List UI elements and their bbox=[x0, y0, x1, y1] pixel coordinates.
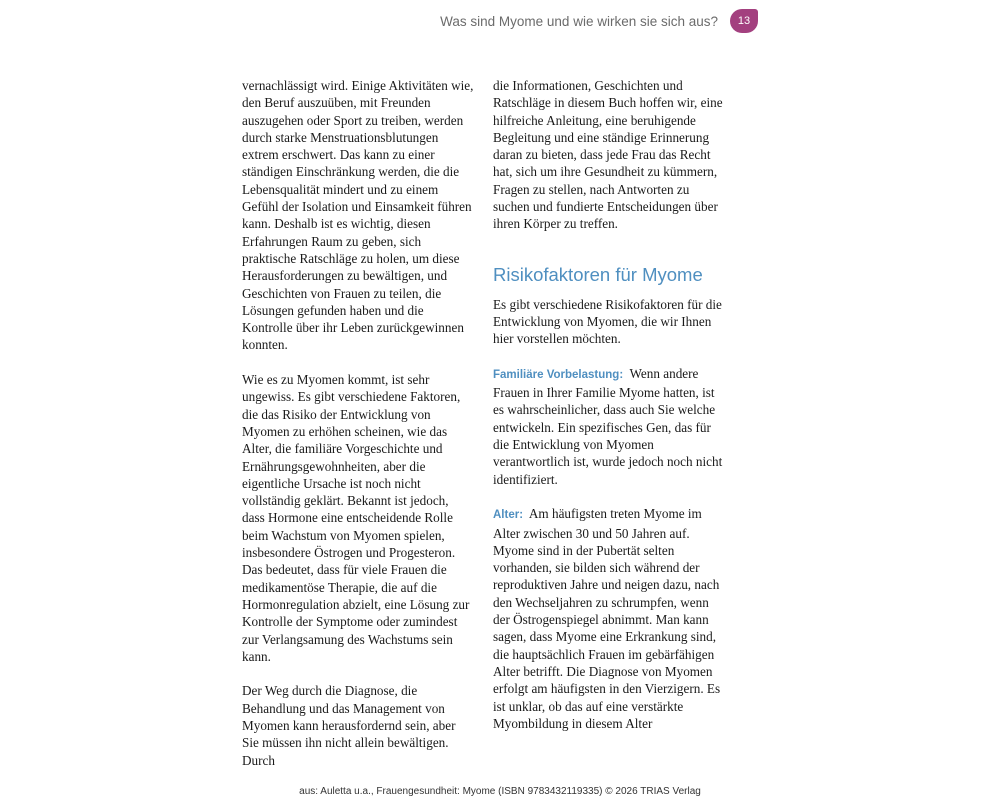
left-column bbox=[242, 77, 474, 769]
running-header bbox=[440, 10, 758, 32]
section-heading: Risikofaktoren für Myome bbox=[493, 263, 703, 285]
risk-factor-term: Familiäre Vorbelastung: bbox=[493, 368, 624, 381]
right-column bbox=[493, 77, 725, 732]
risk-factor-paragraph bbox=[493, 365, 725, 488]
risk-factor-text: Am häufigsten treten Myome im Alter zwischen 30 und 50 Jahren auf. Myome sind in der Pubertät selten vorhanden, sie bilden sich während der reproduktiven Jahre und neigen dazu, nach den Wechseljahren zu schrumpfen, wenn der Östrogenspiegel abnimmt. Man kann sagen, dass Myome eine Erkrankung sind, die hauptsächlich Frauen im gebärfähigen Alter betrifft. Die Diagnose von Myomen erfolgt am häufigsten in den Vierzigern. Es ist unklar, ob das auf eine verstärkte Myombildung in diesem Alter bbox=[493, 506, 721, 731]
risk-factor-term: Alter: bbox=[493, 509, 524, 522]
page-number-badge: 13 bbox=[730, 9, 758, 33]
risk-factor-text: Wenn andere Frauen in Ihrer Familie Myome hatten, ist es wahrscheinlicher, dass auch Sie welche entwickeln. Ein spezifisches Gen, das für die Entwicklung von Myomen verantwortlich ist, wurde jedoch noch nicht identifiziert. bbox=[493, 365, 723, 487]
body-paragraph: Der Weg durch die Diagnose, die Behandlung und das Management von Myomen kann herausfordernd sein, aber Sie müssen ihn nicht allein bewältigen. Durch bbox=[242, 683, 456, 768]
body-paragraph: Wie es zu Myomen kommt, ist sehr ungewiss. Es gibt verschiedene Faktoren, die das Risiko der Entwicklung von Myomen zu erhöhen scheinen, wie das Alter, die familiäre Vorgeschichte und Ernährungsgewohnheiten, aber die eigentliche Ursache ist noch nicht vollständig geklärt. Bekannt ist jedoch, dass Hormone eine entscheidende Rolle beim Wachstum von Myomen spielen, insbesondere Östrogen und Progesteron. Das bedeutet, dass für viele Frauen die medikamentöse Therapie, die auf die Hormonregulation abzielt, eine Lösung zur Kontrolle der Symptome oder zumindest zur Verlangsamung des Wachstums sein kann. bbox=[242, 372, 470, 664]
body-paragraph: vernachlässigt wird. Einige Aktivitäten wie, den Beruf auszuüben, mit Freunden auszugehen oder Sport zu treiben, werden durch starke Menstruationsblutungen extrem erschwert. Das kann zu einer ständigen Einschränkung werden, die die Lebensqualität mindert und zu einem Gefühl der Isolation und Einsamkeit führen kann. Deshalb ist es wichtig, diesen Erfahrungen Raum zu geben, sich praktische Ratschläge zu holen, um diese Herausforderungen zu bewältigen, und Geschichten von Frauen zu teilen, die Lösungen gefunden haben und die Kontrolle über ihr Leben zurückgewinnen konnten. bbox=[242, 78, 474, 353]
citation-footer: aus: Auletta u.a., Frauengesundheit: Myome (ISBN 9783432119335) © 2026 TRIAS Verlag bbox=[299, 786, 701, 797]
chapter-title: Was sind Myome und wie wirken sie sich aus? bbox=[440, 13, 718, 29]
section-intro: Es gibt verschiedene Risikofaktoren für die Entwicklung von Myomen, die wir Ihnen hier vorstellen möchten. bbox=[493, 296, 722, 347]
risk-factor-paragraph bbox=[493, 505, 725, 732]
body-paragraph: die Informationen, Geschichten und Ratschläge in diesem Buch hoffen wir, eine hilfreiche Anleitung, eine beruhigende Begleitung und eine ständige Erinnerung daran zu bieten, dass jede Frau das Recht hat, sich um ihre Gesundheit zu kümmern, Fragen zu stellen, nach Antworten zu suchen und fundierte Entscheidungen über ihren Körper zu treffen. bbox=[493, 78, 723, 232]
